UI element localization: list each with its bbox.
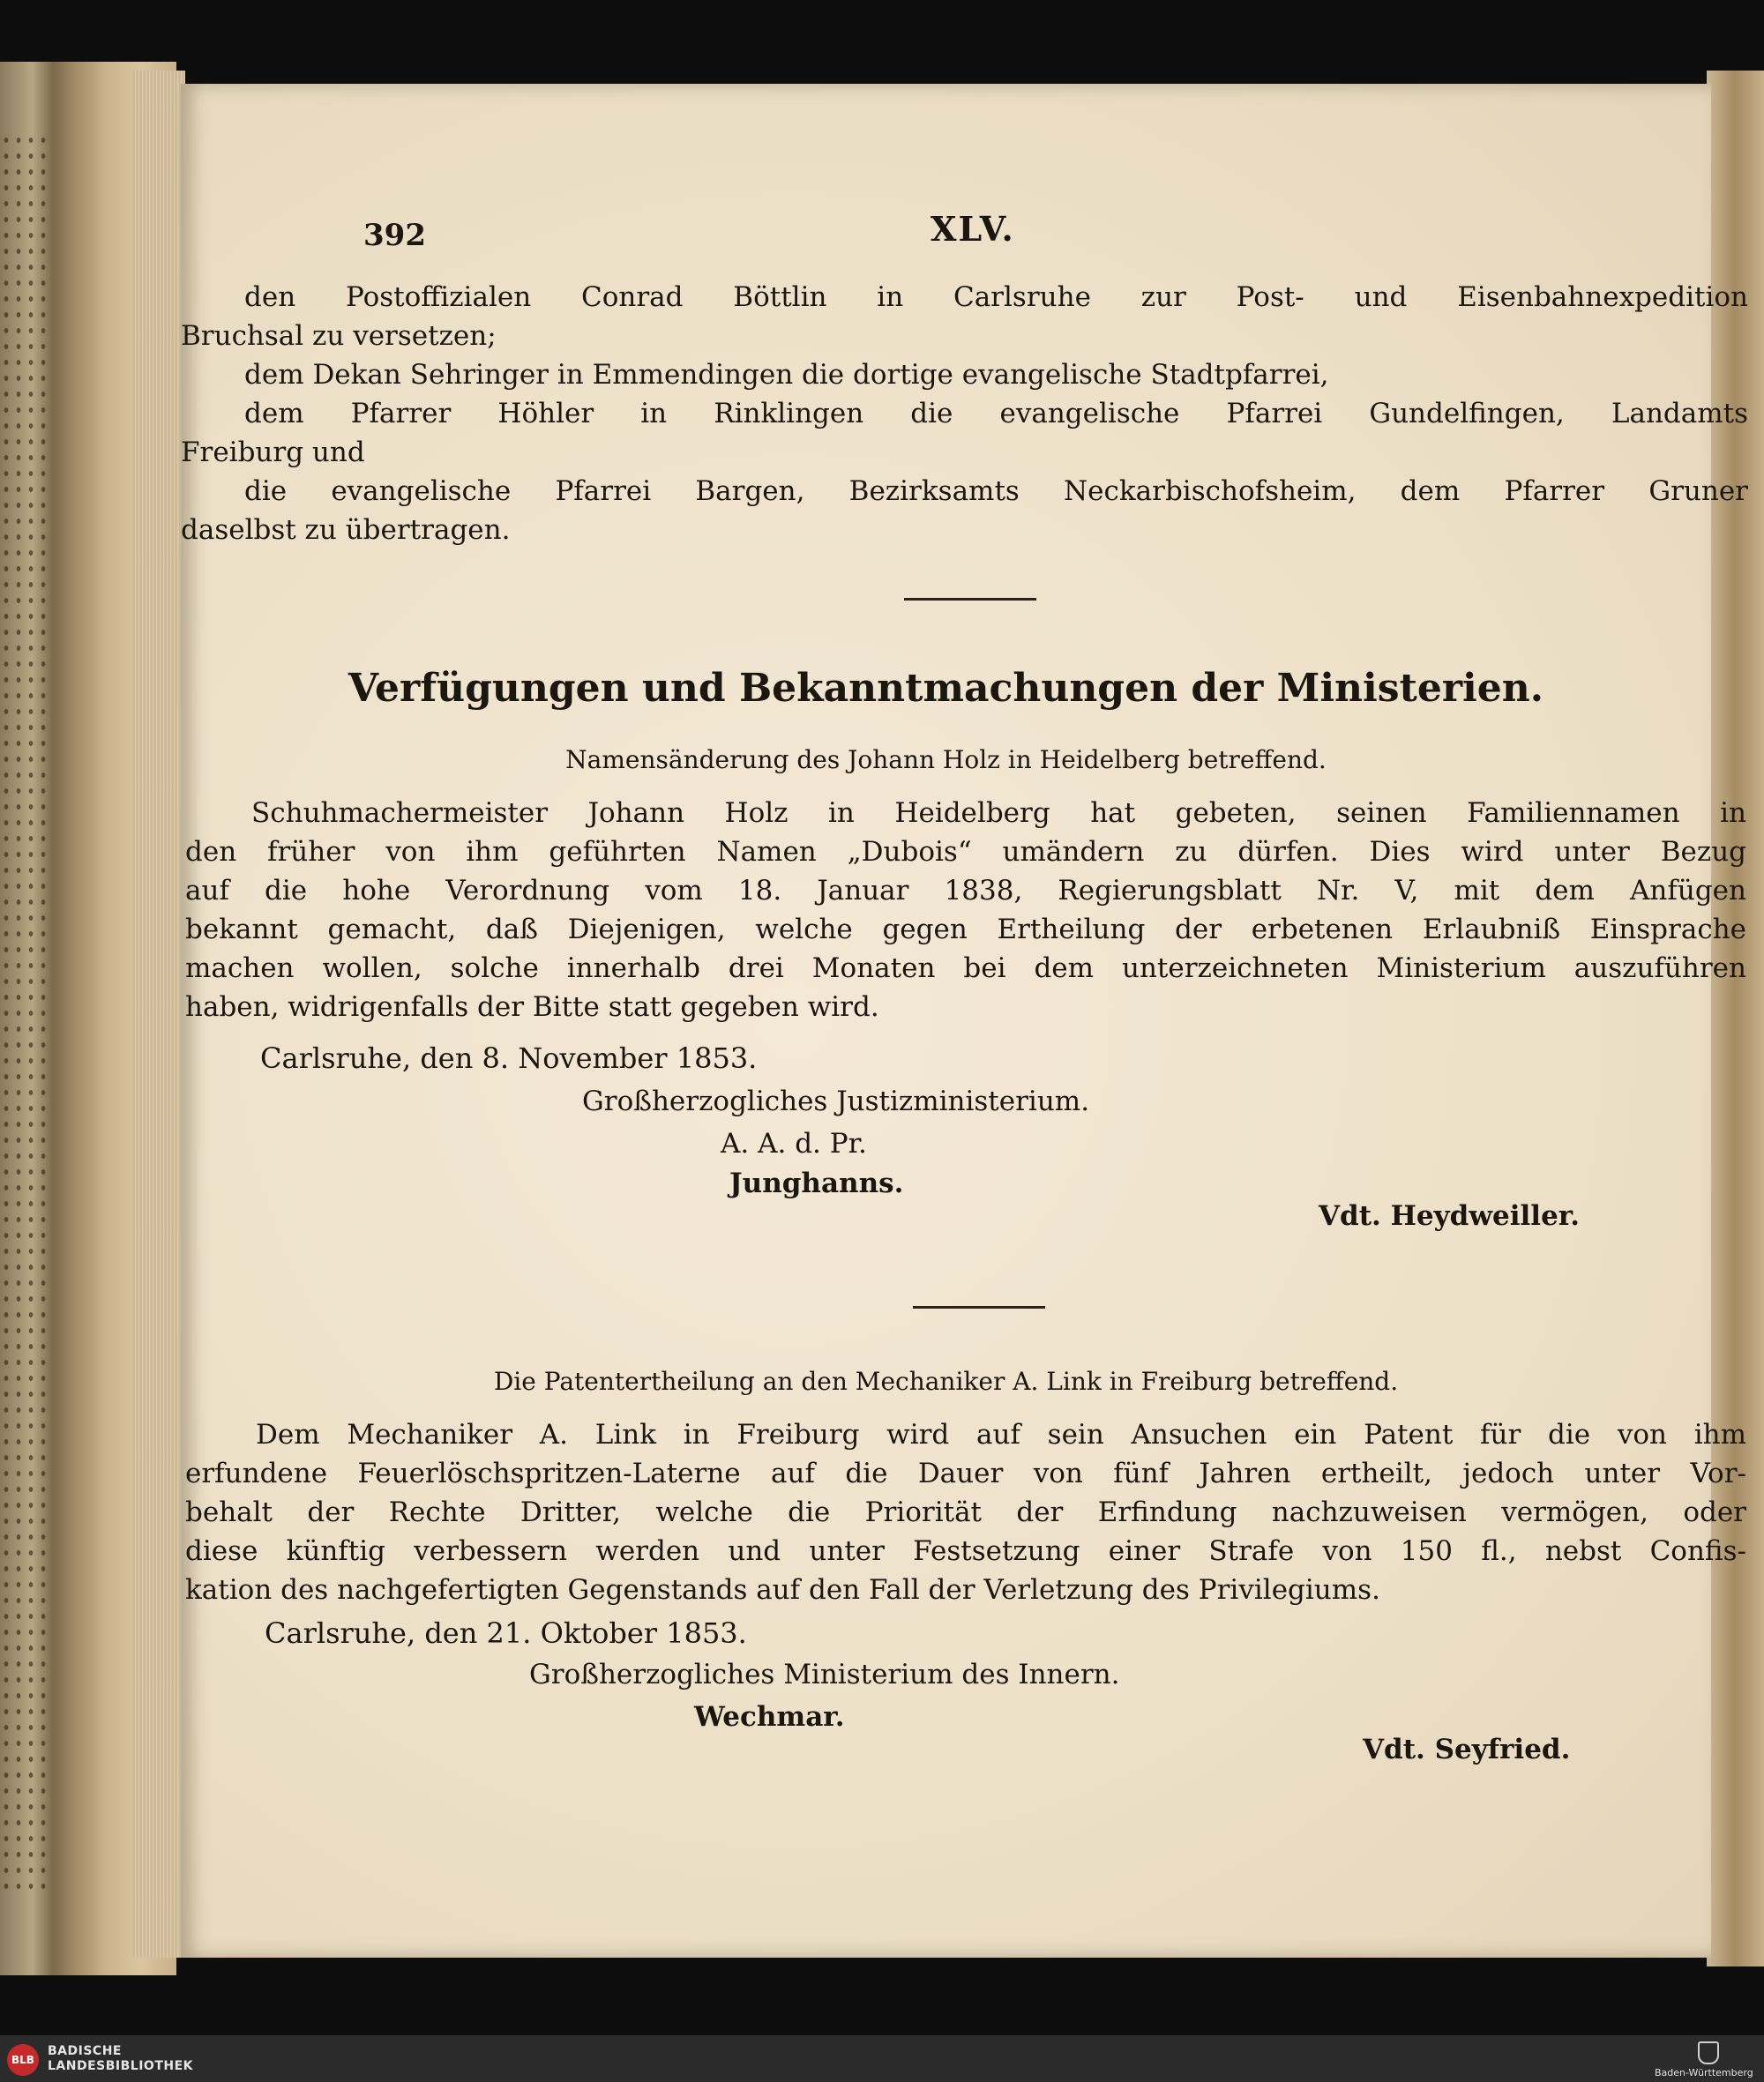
notice1-countersign: Vdt. Heydweiller. [1319,1200,1581,1232]
top-line-1: den Postoffizialen Conrad Böttlin in Carlsruhe zur Post- und Eisenbahnexpedition [244,281,1748,313]
notice1-line-6: haben, widrigenfalls der Bitte statt gegeben wird. [185,991,879,1023]
top-line-2: Bruchsal zu versetzen; [181,320,497,352]
book-page [181,84,1748,1958]
notice2-date: Carlsruhe, den 21. Oktober 1853. [265,1616,747,1650]
notice1-abbreviation: A. A. d. Pr. [721,1128,867,1160]
notice1-line-4: bekannt gemacht, daß Diejenigen, welche gegen Ertheilung der erbetenen Erlaubniß Einsprache [185,914,1746,945]
library-name [48,2044,193,2074]
notice1-ministry: Großherzogliches Justizministerium. [582,1086,1090,1117]
divider-rule-1 [904,598,1036,601]
book-edge-speckles [0,132,53,1896]
notice2-countersign: Vdt. Seyfried. [1363,1734,1571,1765]
section-number: XLV. [931,209,1015,249]
library-name-line-1: BADISCHE [48,2044,122,2058]
divider-rule-2 [913,1306,1045,1309]
page-number: 392 [363,218,426,253]
notice2-line-2: erfundene Feuerlöschspritzen-Laterne auf die Dauer von fünf Jahren ertheilt, jedoch unter Vor- [185,1458,1746,1489]
notice2-subheading: Die Patentertheilung an den Mechaniker A. Link in Freiburg betreffend. [493,1367,1399,1396]
main-heading: Verfügungen und Bekanntmachungen der Ministerien. [348,666,1544,711]
notice2-line-1: Dem Mechaniker A. Link in Freiburg wird auf sein Ansuchen ein Patent für die von ihm [256,1419,1746,1451]
notice1-line-1: Schuhmachermeister Johann Holz in Heidelberg hat gebeten, seinen Familiennamen in [251,797,1746,829]
notice2-signatory: Wechmar. [694,1701,845,1733]
notice2-line-5: kation des nachgefertigten Gegenstands auf den Fall der Verletzung des Privilegiums. [185,1574,1380,1606]
top-line-4: dem Pfarrer Höhler in Rinklingen die evangelische Pfarrei Gundelfingen, Landamts [244,398,1748,429]
blb-logo[interactable]: BLB [7,2044,39,2076]
top-line-3: dem Dekan Sehringer in Emmendingen die dortige evangelische Stadtpfarrei, [244,359,1329,391]
notice1-signatory: Junghanns. [729,1168,904,1199]
notice1-line-5: machen wollen, solche innerhalb drei Monaten bei dem unterzeichneten Ministerium auszuführen [185,952,1746,984]
notice1-line-2: den früher von ihm geführten Namen „Dubois“ umändern zu dürfen. Dies wird unter Bezug [185,836,1746,868]
book-right-edge [1707,71,1764,1966]
notice2-line-4: diese künftig verbessern werden und unter Festsetzung einer Strafe von 150 fl., nebst Confis- [185,1535,1746,1567]
baden-wuerttemberg-crest-icon [1698,2041,1719,2064]
page-stack-edge [132,71,185,1958]
top-line-7: daselbst zu übertragen. [181,514,511,546]
notice2-line-3: behalt der Rechte Dritter, welche die Priorität der Erfindung nachzuweisen vermögen, oder [185,1496,1746,1528]
top-line-6: die evangelische Pfarrei Bargen, Bezirksamts Neckarbischofsheim, dem Pfarrer Gruner [244,475,1748,507]
notice2-ministry: Großherzogliches Ministerium des Innern. [529,1659,1120,1690]
notice1-date: Carlsruhe, den 8. November 1853. [260,1041,758,1075]
notice1-line-3: auf die hohe Verordnung vom 18. Januar 1838, Regierungsblatt Nr. V, mit dem Anfügen [185,875,1746,907]
library-name-line-2: LANDESBIBLIOTHEK [48,2059,194,2073]
notice1-subheading: Namensänderung des Johann Holz in Heidelberg betreffend. [565,745,1327,774]
top-line-5: Freiburg und [181,437,365,468]
viewer-footer [0,2035,1764,2082]
baden-wuerttemberg-label: Baden-Württemberg [1655,2067,1753,2078]
